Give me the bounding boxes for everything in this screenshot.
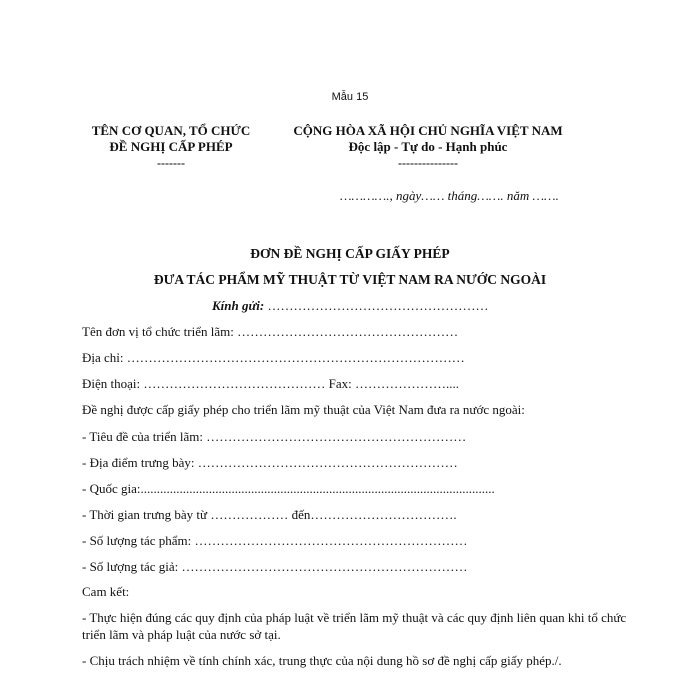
commitment-heading: Cam kết:: [82, 584, 130, 599]
commitment-item-1: - Thực hiện đúng các quy định của pháp luật về triển lãm mỹ thuật và các quy định liên quan khi tổ chức triển lãm và pháp luật của nước sở tại.: [82, 610, 627, 642]
field-exhibition-period: - Thời gian trưng bày từ ……………… đến…………………………….: [82, 507, 457, 522]
field-venue: - Địa điểm trưng bày: ……………………………………………………: [82, 455, 458, 470]
request-statement: Đề nghị được cấp giấy phép cho triển lãm mỹ thuật của Việt Nam đưa ra nước ngoài:: [82, 402, 525, 417]
field-artist-count: - Số lượng tác giả: …………………………………………………………: [82, 559, 468, 574]
commitment-item-2: - Chịu trách nhiệm về tính chính xác, trung thực của nội dung hồ sơ đề nghị cấp giấy phép./.: [82, 653, 562, 668]
recipient-line: [212, 298, 488, 314]
national-separator: ---------------: [398, 156, 458, 170]
document-subtitle: ĐƯA TÁC PHẨM MỸ THUẬT TỪ VIỆT NAM RA NƯỚC NGOÀI: [153, 272, 547, 287]
field-country: - Quốc gia:.............................................................................................................: [82, 481, 495, 496]
national-header: [272, 123, 584, 169]
date-line: …………., ngày…… tháng……. năm …….: [340, 188, 559, 203]
field-address: Địa chỉ: ……………………………………………………………………: [82, 350, 465, 365]
recipient-blank: ……………………………………………: [264, 298, 489, 313]
organization-name-line: TÊN CƠ QUAN, TỔ CHỨC: [91, 123, 251, 138]
recipient-label: Kính gửi:: [212, 298, 265, 313]
field-artwork-count: - Số lượng tác phẩm: ………………………………………………………: [82, 533, 468, 548]
form-number: Mẫu 15: [331, 91, 369, 103]
field-exhibition-title: - Tiêu đề của triển lãm: ……………………………………………………: [82, 429, 467, 444]
national-title: CỘNG HÒA XÃ HỘI CHỦ NGHĨA VIỆT NAM: [293, 123, 563, 138]
national-motto: Độc lập - Tự do - Hạnh phúc: [348, 139, 508, 154]
organization-separator: -------: [157, 156, 185, 170]
field-phone-fax: Điện thoại: …………………………………… Fax: …………………....: [82, 376, 459, 391]
field-organizer-name: Tên đơn vị tổ chức triển lãm: ……………………………………………: [82, 324, 459, 339]
document-title: ĐƠN ĐỀ NGHỊ CẤP GIẤY PHÉP: [250, 246, 450, 261]
organization-header: [80, 123, 262, 169]
organization-role-line: ĐỀ NGHỊ CẤP PHÉP: [109, 139, 233, 154]
